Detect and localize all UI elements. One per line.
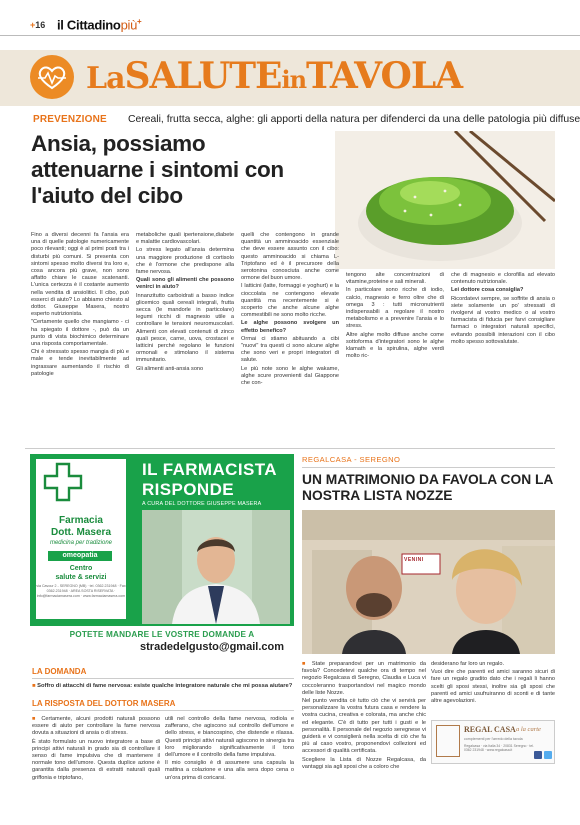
article-subheading: Lei dottore cosa consiglia? — [451, 287, 524, 294]
section-divider — [25, 448, 555, 449]
article-column-3: quelli che contengono in grande quantità un amminoacido essenziale che deve essere assunto con il cibo: questo amminoacido si chiama L-Triptofano ed è il precursore della serotonina conosciuta anche come ormone del buon umore. I latticini (latte, formaggi e yoghurt) e la cioccolata ne contengono elevate quantità ma recentemente si è scoperto che anche alcune alghe commestibili ne sono molto ricche. Le alghe possono svolgere un effetto benefico? Ormai ci stiamo abituando a cibi "nuovi" tra questi ci sono alcune alghe che sono veri e propri integratori di salute. Le più note sono le alghe wakame, alghe scure provenienti dal Giappone che con- — [241, 232, 339, 387]
regalcasa-logo-tagline: complementi per l'arredo della tavola — [464, 737, 523, 741]
heart-icon — [30, 55, 74, 99]
farmacista-promo: POTETE MANDARE LE VOSTRE DOMANDE A — [69, 630, 255, 639]
regalcasa-couple-photo — [302, 510, 555, 654]
pharmacy-motto: medicina per tradizione — [49, 540, 113, 546]
pharmacy-centro: Centro salute & servizi — [55, 565, 107, 581]
question-label: LA DOMANDA — [32, 667, 87, 676]
article-subheading: Le alghe possono svolgere un effetto benefico? — [241, 320, 339, 334]
farmacista-email[interactable]: stradedelgusto@gmail.com — [140, 641, 284, 653]
regalcasa-logo-name: REGAL CASA — [464, 725, 516, 734]
photo-sign: VENINI — [404, 557, 424, 563]
answer-divider — [32, 710, 294, 711]
farmacista-title: IL FARMACISTA RISPONDE — [142, 460, 277, 499]
answer-column-1: ■ Certamente, alcuni prodotti naturali possono essere di aiuto per controllare la fame nervosa dovuta a situazioni di ansia o di stress. È stato formulato un nuovo integratore a base di principi attivi naturali in grado sia di controllare il senso di fame impulsiva che di mantenere il normale tono dell'umore. Questa duplice azione è garantita dalla presenza di estratti naturali quali griffonia e triptofano, — [32, 716, 161, 781]
regalcasa-logo-address: Regalcasa · via Italia 34 · 20831 Seregno · tel. 0362 231948 · www.regalcasa.it — [464, 744, 534, 753]
question-text: ■ Soffro di attacchi di fame nervosa: esiste qualche integratore naturale che mi possa aiutare? — [32, 683, 293, 689]
facebook-icon[interactable] — [534, 751, 542, 759]
article-kicker-text: Cereali, frutta secca, alghe: gli apporti della natura per difenderci da una delle patologia più diffuse — [128, 114, 580, 125]
twitter-icon[interactable] — [544, 751, 552, 759]
regalcasa-kicker: REGALCASA - SEREGNO — [302, 455, 401, 464]
banner-title: LaSALUTEinTAVOLA — [86, 55, 463, 97]
farmacista-subtitle: A CURA DEL DOTTORE GIUSEPPE MASERA — [142, 501, 262, 507]
header-divider — [0, 35, 580, 36]
omeopatia-badge: omeopatia — [48, 551, 112, 561]
article-column-5: che di magnesio e clorofilla ad elevato contenuto nutrizionale. Lei dottore cosa consiglia? Ricordatevi sempre, se soffrite di ansia o siete solamente un po' stressati di rivolgervi al vostro medico o al vostro farmacista di fiducia per farvi consigliare farmaci o integratori naturali specifici, evitando possibili interazioni con il cibo molto spesso sottovalutate. — [451, 272, 555, 345]
page-number: +16 — [30, 20, 46, 30]
doctor-photo — [142, 510, 290, 624]
article-kicker-label: PREVENZIONE — [33, 114, 107, 125]
regalcasa-column-1: ■ State preparandovi per un matrimonio da favola? Concedetevi qualche ora di tempo nel negozio Regalcasa di Seregno, Claudia e Luca vi coccoleranno trasportandovi nel magico mondo delle liste Nozze. Nel punto vendita cè tutto ciò che vi servirà per personalizzare la vostra futura casa e rendere la vostra cucina, creativa e colorata, ma anche chic ed elegante. C'è di tutto per tutti i gusti e le personalità. Il personale del negozio seregnese vi guiderà e vi consiglierà nella scelta di ciò che fa più al caso vostro, proponendovi collezioni ed accessori di qualità certificata. Scegliere la Lista di Nozze Regalcasa, da vantaggi sia agli sposi che a coloro che — [302, 661, 426, 770]
newspaper-logo: il Cittadinopiù+ — [57, 17, 142, 33]
regalcasa-title: UN MATRIMONIO DA FAVOLA CON LA NOSTRA LISTA NOZZE — [302, 472, 553, 503]
article-column-2: metaboliche quali ipertensione,diabete e malattie cardiovascolari. Lo stress legato all'ansia determina una maggiore produzione di cortisolo che è l'ormone che predispone alla fame nervosa. Quali sono gli alimenti che possono venirci in aiuto? Innanzitutto carboidrati a basso indice glicemico quali cereali integrali, frutta secca (le mandorle in particolare) legumi ricchi di magnesio utile a controllare le tensioni neuromuscolari. Alimenti con elevati contenuti di zinco quali pesce, carne, uova, crostacei e latticini perché regolano le funzioni ormonali e stimolano il sistema immunitario. Gli alimenti anti-ansia sono — [136, 232, 234, 372]
article-column-1: Fino a diversi decenni fa l'ansia era una di quelle patologie numericamente poco rilevanti; oggi è al primi posti tra i disturbi più comuni. Si presenta con sintomi spesso molto diversi tra loro e, cosa ancora più grave, non sono affatto chiare le cause scatenanti. L'unica certezza è il costante aumento nella vendita di ansiolitici. Il cibo, può esserci di aiuto? Lo abbiamo chiesto al dottor. Giuseppe Masera, nostro esperto nutrizionista. "Certamente quello che mangiamo - ci ha spiegato il dottore -, può da un punto di vista biochimico determinare una risposta comportamentale. Chi è stressato spesso mangia di più e male e tende inevitabilmente ad ingrassare aumentando il rischio di patologie — [31, 232, 129, 377]
article-subheading: Quali sono gli alimenti che possono venirci in aiuto? — [136, 277, 234, 291]
seaweed-salad-photo — [335, 131, 555, 269]
article-column-4: tengono alte concentrazioni di vitamine,proteine e sali minerali. In particolare sono ricche di iodio, calcio, magnesio e ferro oltre che di omega 3 : tutti micronutrienti indispensabili a regolare il nostro metabolismo e a prevenire l'ansia e lo stress. Altre alghe molto diffuse anche come sottoforma d'integratori sono le alghe klamath e la spirulina, alghe verdi molto ric- — [346, 272, 444, 360]
pharmacy-name: Farmacia Dott. Masera — [50, 515, 111, 538]
answer-column-2: utili nel controllo della fame nervosa, rodiola e zafferano, che agiscono sul controllo dell'umore e dello stress, e biancospino, che distende e rilassa. Questi principi attivi naturali agiscono in sinergia tra loro migliorando significativamente il tono dell'umore e il controllo della fame impulsiva. Il mio consiglio è di assumere una capsula la mattina a colazione e una alla sera dopo cena o un'ora prima di coricarsi. — [165, 716, 294, 781]
regalcasa-ad — [431, 720, 555, 764]
pharmacy-cross-icon — [43, 462, 83, 502]
pharmacy-address: via Cavour 2 - SEREGNO (MB) · tel. 0362.231948 · Fax 0362.231948 · AREA SOSTA RISERVATA · info@farmaciamasera.com · www.farmaciamasera.com — [36, 584, 126, 598]
regalcasa-divider — [302, 467, 555, 468]
regalcasa-logo-script: a la carte — [516, 726, 541, 733]
regalcasa-emblem-icon — [436, 725, 460, 757]
article-headline: Ansia, possiamo attenuarne i sintomi con l'aiuto del cibo — [31, 131, 284, 208]
regalcasa-column-2: desiderano far loro un regalo. Vuoi dire che parenti ed amici saranno sicuri di fare un regalo gradito dato che i regali li hanno scelti gli sposi stessi, inoltre sia gli sposi che parenti ed amici usufruiranno di sconti e di tante altre agevolazioni. — [431, 661, 555, 705]
answer-label: LA RISPOSTA DEL DOTTOR MASERA — [32, 699, 176, 708]
question-divider — [32, 678, 294, 679]
